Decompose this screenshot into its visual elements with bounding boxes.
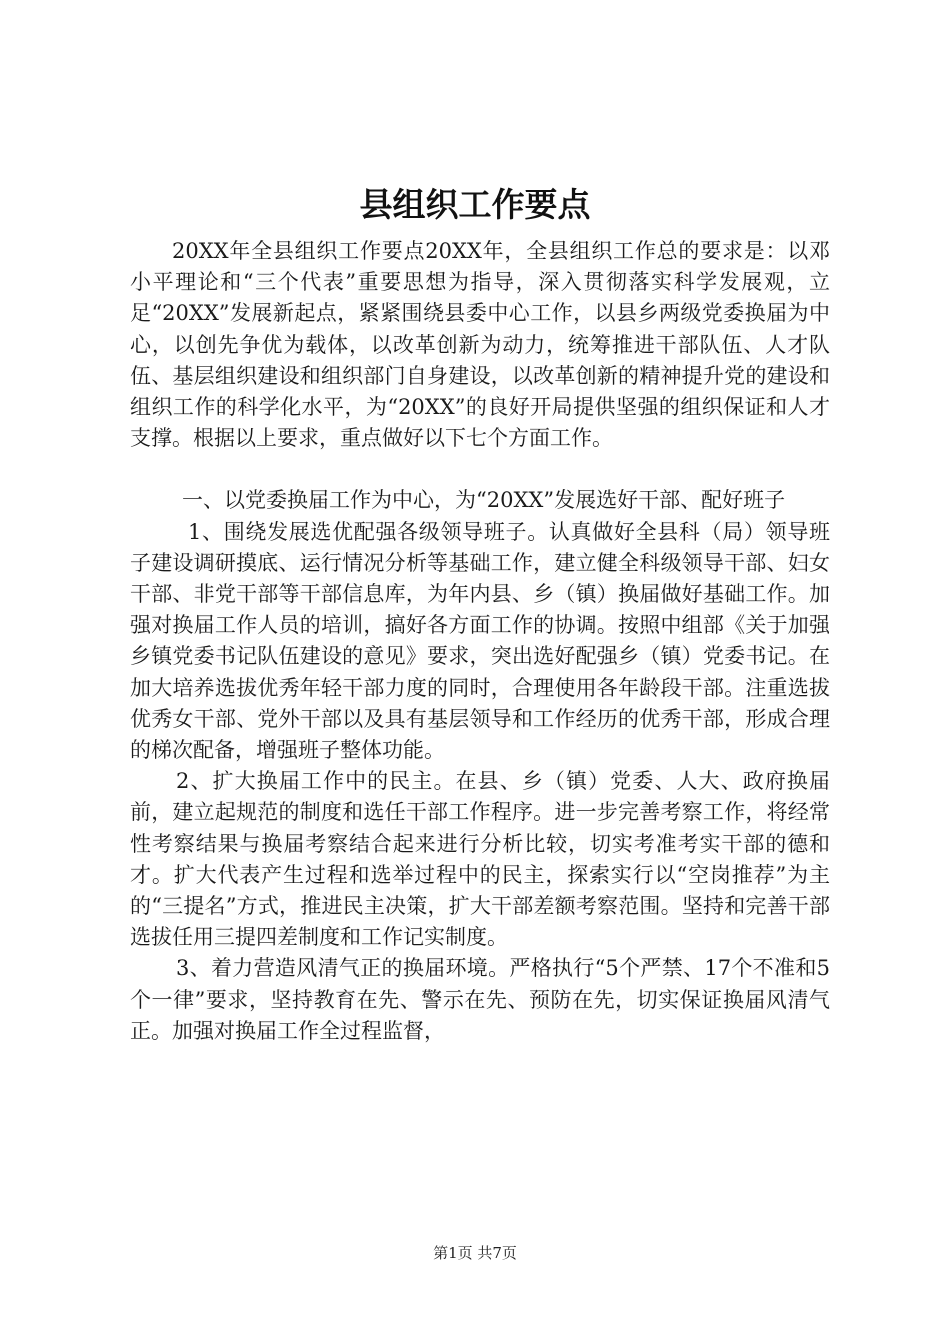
document-body bbox=[130, 236, 830, 1047]
section-heading-1: 一、以党委换届工作为中心，为“20XX”发展选好干部、配好班子 bbox=[182, 488, 786, 513]
paragraph-item-2: 2、扩大换届工作中的民主。在县、乡（镇）党委、人大、政府换届前，建立起规范的制度和选任干部工作程序。进一步完善考察工作，将经常性考察结果与换届考察结合起来进行分析比较，切实考准考实干部的德和才。扩大代表产生过程和选举过程中的民主，探索实行以“空岗推荐”为主的“三提名”方式，推进民主决策，扩大干部差额考察范围。坚持和完善干部选拔任用三提四差制度和工作记实制度。 bbox=[130, 769, 830, 950]
paragraph-intro: 20XX年全县组织工作要点20XX年，全县组织工作总的要求是：以邓小平理论和“三个代表”重要思想为指导，深入贯彻落实科学发展观，立足“20XX”发展新起点，紧紧围绕县委中心工作，以县乡两级党委换届为中心，以创先争优为载体，以改革创新为动力，统筹推进干部队伍、人才队伍、基层组织建设和组织部门自身建设，以改革创新的精神提升党的建设和组织工作的科学化水平，为“20XX”的良好开局提供坚强的组织保证和人才支撑。根据以上要求，重点做好以下七个方面工作。 bbox=[130, 239, 830, 451]
paragraph-item-3: 3、着力营造风清气正的换届环境。严格执行“5个严禁、17个不准和5个一律”要求，坚持教育在先、警示在先、预防在先，切实保证换届风清气正。加强对换届工作全过程监督， bbox=[130, 956, 830, 1043]
paragraph-item-1: 1、围绕发展选优配强各级领导班子。认真做好全县科（局）领导班子建设调研摸底、运行情况分析等基础工作，建立健全科级领导干部、妇女干部、非党干部等干部信息库，为年内县、乡（镇）换届做好基础工作。加强对换届工作人员的培训，搞好各方面工作的协调。按照中组部《关于加强乡镇党委书记队伍建设的意见》要求，突出选好配强乡（镇）党委书记。在加大培养选拔优秀年轻干部力度的同时，合理使用各年龄段干部。注重选拔优秀女干部、党外干部以及具有基层领导和工作经历的优秀干部，形成合理的梯次配备，增强班子整体功能。 bbox=[130, 519, 830, 763]
document-title: 县组织工作要点 bbox=[359, 185, 591, 224]
page-footer: 第1页 共7页 bbox=[433, 1244, 517, 1262]
